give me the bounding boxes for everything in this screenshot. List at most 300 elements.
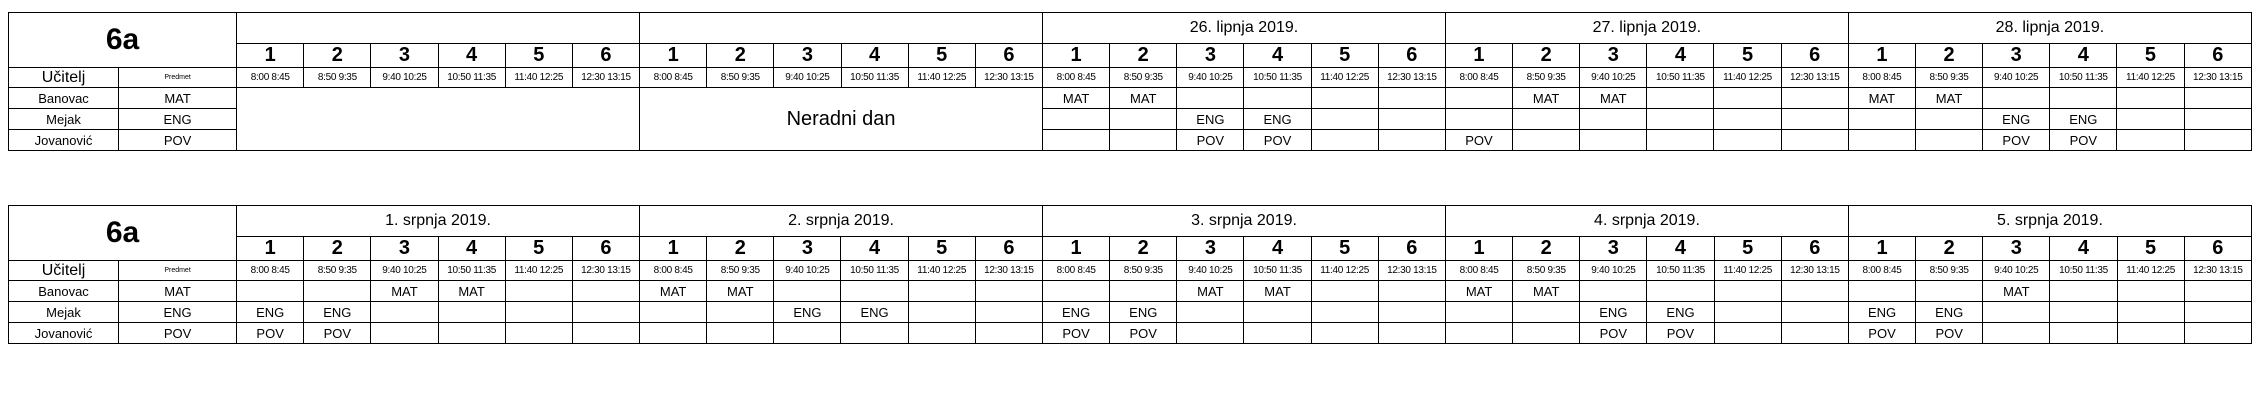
period-number: 5 — [1311, 44, 1378, 68]
lesson-cell — [1378, 130, 1445, 151]
lesson-cell — [1513, 109, 1580, 130]
lesson-cell — [1647, 109, 1714, 130]
period-number: 3 — [371, 44, 438, 68]
period-time: 9:40 10:25 — [1177, 261, 1244, 281]
lesson-cell — [1848, 109, 1915, 130]
period-number: 1 — [1043, 44, 1110, 68]
period-number: 6 — [2184, 237, 2251, 261]
period-number: 3 — [1983, 237, 2050, 261]
lesson-cell: MAT — [1513, 88, 1580, 109]
lesson-cell — [908, 302, 975, 323]
period-time: 10:50 11:35 — [841, 261, 908, 281]
lesson-cell: MAT — [1983, 281, 2050, 302]
lesson-cell: POV — [1848, 323, 1915, 344]
day-date-header: 28. lipnja 2019. — [1848, 13, 2251, 44]
lesson-cell — [1446, 302, 1513, 323]
lesson-cell — [1580, 109, 1647, 130]
period-time: 8:00 8:45 — [640, 261, 707, 281]
period-number: 2 — [1513, 44, 1580, 68]
period-time: 8:00 8:45 — [1848, 261, 1915, 281]
lesson-cell — [1714, 130, 1781, 151]
lesson-cell: ENG — [1848, 302, 1915, 323]
lesson-cell — [1915, 130, 1982, 151]
period-time: 10:50 11:35 — [1647, 68, 1714, 88]
period-time: 10:50 11:35 — [2050, 68, 2117, 88]
lesson-cell — [1513, 130, 1580, 151]
period-number: 1 — [1445, 44, 1512, 68]
lesson-cell: ENG — [1244, 109, 1311, 130]
period-time: 10:50 11:35 — [841, 68, 908, 88]
subject-code: POV — [119, 130, 237, 151]
period-number: 6 — [1781, 44, 1848, 68]
lesson-cell: MAT — [640, 281, 707, 302]
period-number: 1 — [640, 44, 707, 68]
period-number: 4 — [841, 44, 908, 68]
period-time: 8:50 9:35 — [1110, 68, 1177, 88]
lesson-cell — [2117, 323, 2184, 344]
lesson-cell — [1781, 109, 1848, 130]
teacher-name: Jovanović — [9, 130, 119, 151]
lesson-cell — [1177, 302, 1244, 323]
period-number: 5 — [1311, 237, 1378, 261]
lesson-cell — [640, 302, 707, 323]
lesson-cell — [1378, 323, 1445, 344]
period-number: 5 — [908, 44, 975, 68]
period-time: 8:50 9:35 — [707, 261, 774, 281]
lesson-cell — [2117, 302, 2184, 323]
lesson-cell — [1311, 130, 1378, 151]
period-time: 8:00 8:45 — [1446, 261, 1513, 281]
lesson-cell — [908, 281, 975, 302]
period-number: 4 — [438, 237, 505, 261]
lesson-cell — [707, 302, 774, 323]
period-number: 4 — [2050, 44, 2117, 68]
lesson-cell — [1580, 130, 1647, 151]
period-time: 11:40 12:25 — [1311, 261, 1378, 281]
period-time: 11:40 12:25 — [1714, 68, 1781, 88]
day-date-header: 27. lipnja 2019. — [1445, 13, 1848, 44]
period-number: 4 — [1244, 44, 1311, 68]
lesson-cell — [1177, 323, 1244, 344]
subject-code: MAT — [119, 88, 237, 109]
period-time: 9:40 10:25 — [1580, 68, 1647, 88]
period-number: 6 — [975, 44, 1042, 68]
period-number: 6 — [572, 237, 639, 261]
lesson-cell — [1848, 130, 1915, 151]
teacher-row — [9, 302, 2252, 323]
lesson-cell — [1378, 281, 1445, 302]
period-number: 5 — [505, 44, 572, 68]
lesson-cell — [505, 323, 572, 344]
lesson-cell: ENG — [1580, 302, 1647, 323]
lesson-cell — [1043, 109, 1110, 130]
period-number: 3 — [1177, 44, 1244, 68]
lesson-cell — [1311, 88, 1378, 109]
period-time: 11:40 12:25 — [908, 68, 975, 88]
lesson-cell — [572, 302, 639, 323]
period-time: 8:00 8:45 — [640, 68, 707, 88]
period-time: 8:00 8:45 — [1445, 68, 1512, 88]
lesson-cell — [1714, 302, 1781, 323]
lesson-cell: ENG — [1983, 109, 2050, 130]
lesson-cell: ENG — [1177, 109, 1244, 130]
period-time: 8:50 9:35 — [304, 68, 371, 88]
lesson-cell: MAT — [371, 281, 438, 302]
period-number: 2 — [707, 44, 774, 68]
period-time: 8:50 9:35 — [1110, 261, 1177, 281]
class-label: 6a — [9, 206, 237, 261]
timetable-1 — [8, 12, 2252, 151]
period-time: 8:00 8:45 — [1848, 68, 1915, 88]
subject-code: MAT — [119, 281, 237, 302]
lesson-cell — [2050, 302, 2117, 323]
lesson-cell — [1043, 130, 1110, 151]
lesson-cell — [2184, 130, 2251, 151]
teacher-name: Mejak — [9, 109, 119, 130]
period-time: 10:50 11:35 — [1244, 261, 1311, 281]
period-time: 9:40 10:25 — [371, 68, 438, 88]
period-time: 9:40 10:25 — [774, 261, 841, 281]
lesson-cell — [1311, 302, 1378, 323]
lesson-cell: POV — [1110, 323, 1177, 344]
lesson-cell — [1848, 281, 1915, 302]
lesson-cell — [1110, 281, 1177, 302]
period-time: 9:40 10:25 — [1177, 68, 1244, 88]
period-number: 4 — [438, 44, 505, 68]
period-number: 1 — [1043, 237, 1110, 261]
lesson-cell: ENG — [237, 302, 304, 323]
lesson-cell — [1983, 323, 2050, 344]
period-time: 12:30 13:15 — [2184, 68, 2251, 88]
lesson-cell — [1781, 88, 1848, 109]
lesson-cell — [2184, 323, 2251, 344]
period-number: 1 — [1848, 44, 1915, 68]
period-number: 5 — [1714, 237, 1781, 261]
period-time: 12:30 13:15 — [1781, 261, 1848, 281]
lesson-cell — [438, 302, 505, 323]
lesson-cell: MAT — [1110, 88, 1177, 109]
day-date-header: 4. srpnja 2019. — [1446, 206, 1849, 237]
lesson-cell: MAT — [707, 281, 774, 302]
lesson-cell — [1110, 130, 1177, 151]
lesson-cell — [1781, 323, 1848, 344]
lesson-cell: POV — [1043, 323, 1110, 344]
lesson-cell — [1714, 88, 1781, 109]
lesson-cell — [572, 281, 639, 302]
subject-code: POV — [119, 323, 237, 344]
period-number: 3 — [774, 44, 841, 68]
lesson-cell — [1781, 130, 1848, 151]
period-time: 12:30 13:15 — [1781, 68, 1848, 88]
period-number: 3 — [371, 237, 438, 261]
period-number: 6 — [1378, 44, 1445, 68]
period-number: 2 — [1513, 237, 1580, 261]
period-number: 1 — [1848, 237, 1915, 261]
lesson-cell — [1311, 281, 1378, 302]
lesson-cell: POV — [1647, 323, 1714, 344]
lesson-cell — [908, 323, 975, 344]
period-time: 8:50 9:35 — [1915, 68, 1982, 88]
lesson-cell — [1647, 281, 1714, 302]
non-working-day-block: Neradni dan — [640, 88, 1043, 151]
lesson-cell — [304, 281, 371, 302]
lesson-cell — [774, 281, 841, 302]
lesson-cell — [1714, 109, 1781, 130]
lesson-cell — [1513, 302, 1580, 323]
period-number: 2 — [707, 237, 774, 261]
period-number: 3 — [1580, 237, 1647, 261]
timetable-2 — [8, 205, 2252, 344]
lesson-cell — [237, 281, 304, 302]
period-number: 6 — [2184, 44, 2251, 68]
lesson-cell — [1244, 302, 1311, 323]
teacher-name: Banovac — [9, 88, 119, 109]
lesson-cell — [438, 323, 505, 344]
teacher-name: Jovanović — [9, 323, 119, 344]
lesson-cell: ENG — [1647, 302, 1714, 323]
period-time: 11:40 12:25 — [2117, 68, 2184, 88]
subject-column-label: Predmet — [119, 261, 237, 281]
lesson-cell — [2184, 88, 2251, 109]
lesson-cell — [505, 281, 572, 302]
period-number: 4 — [1244, 237, 1311, 261]
subject-code: ENG — [119, 302, 237, 323]
period-time: 8:50 9:35 — [707, 68, 774, 88]
period-time: 10:50 11:35 — [1244, 68, 1311, 88]
day-date-header: 2. srpnja 2019. — [640, 206, 1043, 237]
lesson-cell — [1378, 88, 1445, 109]
lesson-cell — [1781, 281, 1848, 302]
period-number: 2 — [304, 237, 371, 261]
lesson-cell: MAT — [1043, 88, 1110, 109]
lesson-cell: MAT — [1580, 88, 1647, 109]
period-time: 9:40 10:25 — [1983, 68, 2050, 88]
period-time: 8:00 8:45 — [237, 68, 304, 88]
lesson-cell: POV — [1580, 323, 1647, 344]
period-time: 10:50 11:35 — [1647, 261, 1714, 281]
period-time: 11:40 12:25 — [1311, 68, 1378, 88]
period-time: 8:50 9:35 — [1513, 261, 1580, 281]
period-time: 9:40 10:25 — [774, 68, 841, 88]
lesson-cell — [1647, 130, 1714, 151]
period-time: 11:40 12:25 — [505, 68, 572, 88]
lesson-cell: POV — [1244, 130, 1311, 151]
period-number: 2 — [1916, 237, 1983, 261]
lesson-cell: POV — [1916, 323, 1983, 344]
period-time: 11:40 12:25 — [505, 261, 572, 281]
period-time: 8:00 8:45 — [237, 261, 304, 281]
period-time: 10:50 11:35 — [2050, 261, 2117, 281]
lesson-cell: MAT — [1244, 281, 1311, 302]
lesson-cell — [1378, 109, 1445, 130]
period-number: 2 — [304, 44, 371, 68]
lesson-cell — [1445, 88, 1512, 109]
lesson-cell — [2050, 281, 2117, 302]
class-label: 6a — [9, 13, 237, 68]
lesson-cell — [774, 323, 841, 344]
lesson-cell — [1378, 302, 1445, 323]
lesson-cell — [1781, 302, 1848, 323]
lesson-cell — [1714, 323, 1781, 344]
period-time: 8:00 8:45 — [1043, 261, 1110, 281]
period-number: 6 — [1378, 237, 1445, 261]
lesson-cell: ENG — [304, 302, 371, 323]
lesson-cell: MAT — [1446, 281, 1513, 302]
lesson-cell — [2117, 109, 2184, 130]
teacher-row — [9, 281, 2252, 302]
lesson-cell: ENG — [841, 302, 908, 323]
lesson-cell — [2184, 281, 2251, 302]
empty-day-block — [237, 88, 640, 151]
day-date-header: 5. srpnja 2019. — [1848, 206, 2251, 237]
teacher-row — [9, 88, 2252, 109]
lesson-cell — [2184, 302, 2251, 323]
lesson-cell — [2050, 88, 2117, 109]
period-time: 8:50 9:35 — [304, 261, 371, 281]
period-time: 12:30 13:15 — [1378, 68, 1445, 88]
period-number: 1 — [237, 44, 304, 68]
lesson-cell — [1311, 109, 1378, 130]
lesson-cell — [1647, 88, 1714, 109]
lesson-cell: POV — [1445, 130, 1512, 151]
lesson-cell — [2117, 88, 2184, 109]
lesson-cell — [2117, 281, 2184, 302]
teacher-column-label: Učitelj — [9, 68, 119, 88]
period-time: 12:30 13:15 — [975, 261, 1042, 281]
lesson-cell: MAT — [1177, 281, 1244, 302]
period-number: 5 — [2117, 44, 2184, 68]
period-number: 4 — [1647, 237, 1714, 261]
period-time: 9:40 10:25 — [1580, 261, 1647, 281]
period-time: 12:30 13:15 — [2184, 261, 2251, 281]
lesson-cell — [1311, 323, 1378, 344]
period-number: 1 — [237, 237, 304, 261]
lesson-cell — [841, 281, 908, 302]
lesson-cell — [1244, 323, 1311, 344]
lesson-cell — [640, 323, 707, 344]
lesson-cell: ENG — [1110, 302, 1177, 323]
lesson-cell — [707, 323, 774, 344]
period-time: 11:40 12:25 — [1714, 261, 1781, 281]
teacher-row — [9, 323, 2252, 344]
lesson-cell — [1983, 302, 2050, 323]
period-time: 8:50 9:35 — [1916, 261, 1983, 281]
lesson-cell — [975, 302, 1042, 323]
lesson-cell: ENG — [1043, 302, 1110, 323]
lesson-cell: MAT — [438, 281, 505, 302]
period-time: 9:40 10:25 — [1983, 261, 2050, 281]
lesson-cell — [1580, 281, 1647, 302]
lesson-cell — [975, 323, 1042, 344]
lesson-cell: MAT — [1513, 281, 1580, 302]
subject-column-label: Predmet — [119, 68, 237, 88]
period-number: 3 — [1983, 44, 2050, 68]
lesson-cell: ENG — [774, 302, 841, 323]
lesson-cell — [1043, 281, 1110, 302]
lesson-cell — [841, 323, 908, 344]
lesson-cell — [975, 281, 1042, 302]
lesson-cell: POV — [237, 323, 304, 344]
lesson-cell — [1714, 281, 1781, 302]
period-number: 5 — [908, 237, 975, 261]
period-number: 3 — [774, 237, 841, 261]
lesson-cell: POV — [1177, 130, 1244, 151]
lesson-cell — [2184, 109, 2251, 130]
lesson-cell — [1983, 88, 2050, 109]
period-number: 2 — [1110, 237, 1177, 261]
period-number: 1 — [640, 237, 707, 261]
period-time: 11:40 12:25 — [908, 261, 975, 281]
day-date-header: 26. lipnja 2019. — [1043, 13, 1446, 44]
lesson-cell: POV — [2050, 130, 2117, 151]
period-number: 1 — [1446, 237, 1513, 261]
lesson-cell: MAT — [1848, 88, 1915, 109]
period-number: 6 — [572, 44, 639, 68]
lesson-cell: POV — [1983, 130, 2050, 151]
lesson-cell: MAT — [1915, 88, 1982, 109]
teacher-column-label: Učitelj — [9, 261, 119, 281]
lesson-cell — [1445, 109, 1512, 130]
lesson-cell: ENG — [1916, 302, 1983, 323]
lesson-cell — [1244, 88, 1311, 109]
lesson-cell — [1446, 323, 1513, 344]
lesson-cell — [1513, 323, 1580, 344]
period-number: 2 — [1110, 44, 1177, 68]
teacher-name: Mejak — [9, 302, 119, 323]
subject-code: ENG — [119, 109, 237, 130]
period-time: 10:50 11:35 — [438, 261, 505, 281]
day-date-header — [237, 13, 640, 44]
period-number: 4 — [841, 237, 908, 261]
day-date-header: 3. srpnja 2019. — [1043, 206, 1446, 237]
lesson-cell — [572, 323, 639, 344]
lesson-cell: POV — [304, 323, 371, 344]
lesson-cell — [2050, 323, 2117, 344]
period-number: 4 — [1647, 44, 1714, 68]
period-time: 12:30 13:15 — [1378, 261, 1445, 281]
period-time: 9:40 10:25 — [371, 261, 438, 281]
period-number: 4 — [2050, 237, 2117, 261]
period-time: 8:00 8:45 — [1043, 68, 1110, 88]
lesson-cell: ENG — [2050, 109, 2117, 130]
period-time: 12:30 13:15 — [572, 261, 639, 281]
period-number: 5 — [2117, 237, 2184, 261]
period-time: 10:50 11:35 — [438, 68, 505, 88]
period-number: 5 — [505, 237, 572, 261]
period-time: 8:50 9:35 — [1513, 68, 1580, 88]
lesson-cell — [505, 302, 572, 323]
period-time: 11:40 12:25 — [2117, 261, 2184, 281]
period-number: 5 — [1714, 44, 1781, 68]
day-date-header: 1. srpnja 2019. — [237, 206, 640, 237]
period-number: 6 — [1781, 237, 1848, 261]
period-number: 6 — [975, 237, 1042, 261]
period-time: 12:30 13:15 — [572, 68, 639, 88]
period-number: 3 — [1177, 237, 1244, 261]
lesson-cell — [1110, 109, 1177, 130]
period-number: 2 — [1915, 44, 1982, 68]
lesson-cell — [1915, 109, 1982, 130]
lesson-cell — [1177, 88, 1244, 109]
period-time: 12:30 13:15 — [975, 68, 1042, 88]
lesson-cell — [371, 302, 438, 323]
lesson-cell — [2117, 130, 2184, 151]
lesson-cell — [1916, 281, 1983, 302]
period-number: 3 — [1580, 44, 1647, 68]
day-date-header — [640, 13, 1043, 44]
lesson-cell — [371, 323, 438, 344]
teacher-name: Banovac — [9, 281, 119, 302]
